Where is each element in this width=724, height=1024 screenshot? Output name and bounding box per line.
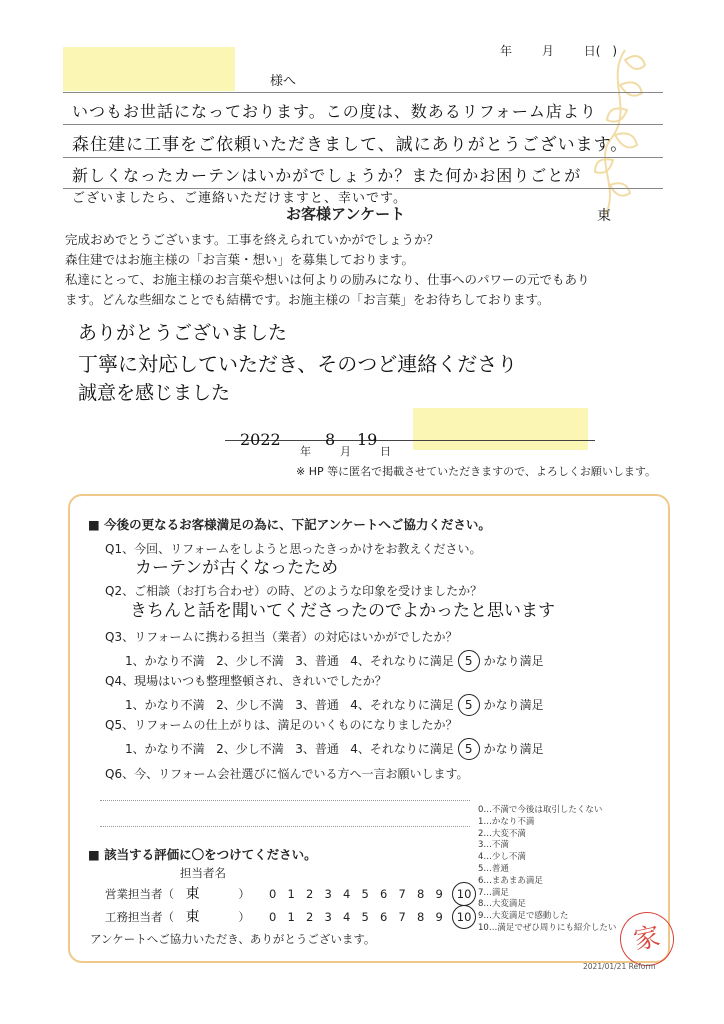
legend-item: 0…不満で今後は取引したくない xyxy=(478,805,603,815)
q3-text: Q3、リフォームに携わる担当（業者）の対応はいかがでしたか？ xyxy=(105,630,458,644)
score-7[interactable]: 7 xyxy=(398,887,406,901)
sales-score-10-selected[interactable]: 10 xyxy=(452,882,476,906)
score-1[interactable]: 1 xyxy=(287,910,295,924)
score-9[interactable]: 9 xyxy=(435,910,443,924)
rating-legend xyxy=(478,805,616,935)
message-signature: 東 xyxy=(597,208,611,224)
legend-item: 3…不満 xyxy=(478,840,509,851)
option-5-label: かなり満足 xyxy=(483,698,544,712)
score-0[interactable]: 0 xyxy=(269,910,277,924)
q6-text: Q6、今、リフォーム会社選びに悩んでいる方へ一言お願いします。 xyxy=(105,767,469,781)
score-3[interactable]: 3 xyxy=(324,910,332,924)
score-1[interactable]: 1 xyxy=(287,887,295,901)
q6-answer-line xyxy=(100,800,470,801)
score-4[interactable]: 4 xyxy=(343,910,351,924)
intro-line: 完成おめでとうございます。工事を終えられていかがでしょうか？ xyxy=(65,232,440,247)
legend-item: 8…大変満足 xyxy=(478,899,526,910)
q4-text: Q4、現場はいつも整理整頓され、きれいでしたか？ xyxy=(105,674,387,688)
month-label: 月 xyxy=(541,44,554,58)
score-0[interactable]: 0 xyxy=(269,887,277,901)
score-4[interactable]: 4 xyxy=(343,887,351,901)
q4-options xyxy=(125,694,544,716)
rating-heading: ■ 該当する評価に〇をつけてください。 xyxy=(88,847,317,862)
q1-text: Q1、今回、リフォームをしようと思ったきっかけをお教えください。 xyxy=(105,542,482,556)
day-label: 日( ) xyxy=(583,44,618,58)
q5-text: Q5、リフォームの仕上がりは、満足のいくものになりましたか？ xyxy=(105,718,458,732)
customer-comment-1: ありがとうございました xyxy=(78,322,288,344)
option-4[interactable]: 4、それなりに満足 xyxy=(350,698,454,712)
sales-staff-name: 東 xyxy=(185,886,200,902)
survey-intro xyxy=(65,230,675,310)
score-5[interactable]: 5 xyxy=(361,887,369,901)
date-month-label: 月 xyxy=(340,445,351,458)
legend-item: 9…大変満足で感動した xyxy=(478,911,569,922)
construction-staff-label: 工務担当者（ xyxy=(105,910,174,924)
legend-item: 6…まあまあ満足 xyxy=(478,875,543,886)
score-8[interactable]: 8 xyxy=(417,910,425,924)
score-9[interactable]: 9 xyxy=(435,887,443,901)
option-3[interactable]: 3、普通 xyxy=(295,742,339,756)
close-paren: ） xyxy=(238,910,250,924)
intro-line: ます。どんな些細なことでも結構です。お施主様の「お言葉」をお待ちしております。 xyxy=(65,292,550,307)
option-1[interactable]: 1、かなり不満 xyxy=(125,742,205,756)
score-3[interactable]: 3 xyxy=(324,887,332,901)
close-paren: ） xyxy=(238,887,250,901)
construction-staff-row xyxy=(105,905,476,929)
construction-staff-name: 東 xyxy=(185,909,200,925)
legend-item: 2…大変不満 xyxy=(478,828,526,839)
score-7[interactable]: 7 xyxy=(398,910,406,924)
red-stamp: 家 xyxy=(615,907,679,971)
recipient-name-redaction xyxy=(63,47,235,91)
legend-item: 5…普通 xyxy=(478,863,509,874)
date-year-label: 年 xyxy=(300,445,311,458)
option-5-selected[interactable]: 5 xyxy=(458,694,480,716)
ruled-line xyxy=(63,157,663,158)
sales-score-digits xyxy=(263,887,452,901)
legend-item: 10…満足でぜひ周りにも紹介したい xyxy=(478,922,617,933)
signature-redaction xyxy=(413,408,588,450)
option-5-selected[interactable]: 5 xyxy=(458,738,480,760)
questionnaire-heading: ■ 今後の更なるお客様満足の為に、下記アンケートへご協力ください。 xyxy=(88,517,491,532)
option-3[interactable]: 3、普通 xyxy=(295,654,339,668)
option-5-label: かなり満足 xyxy=(483,742,544,756)
q2-answer: きちんと話を聞いてくださったのでよかったと思います xyxy=(130,601,555,621)
legend-item: 7…満足 xyxy=(478,887,509,898)
ruled-line xyxy=(63,124,663,125)
option-3[interactable]: 3、普通 xyxy=(295,698,339,712)
customer-comment-2: 丁寧に対応していただき、そのつど連絡くださり xyxy=(78,352,518,376)
option-1[interactable]: 1、かなり不満 xyxy=(125,698,205,712)
year-label: 年 xyxy=(500,44,513,58)
ruled-line xyxy=(63,92,663,93)
score-6[interactable]: 6 xyxy=(380,887,388,901)
q2-text: Q2、ご相談（お打ち合わせ）の時、どのような印象を受けましたか？ xyxy=(105,584,483,598)
q6-answer-line xyxy=(100,826,470,827)
survey-title: お客様アンケート xyxy=(286,205,406,223)
thanks-text: アンケートへご協力いただき、ありがとうございます。 xyxy=(90,932,376,946)
score-8[interactable]: 8 xyxy=(417,887,425,901)
construction-score-10-selected[interactable]: 10 xyxy=(452,905,476,929)
message-line-1: いつもお世話になっております。この度は、数あるリフォーム店より xyxy=(72,102,597,121)
option-2[interactable]: 2、少し不満 xyxy=(216,742,284,756)
construction-score-digits xyxy=(263,910,452,924)
date-month: 8 xyxy=(325,430,336,449)
date-day: 19 xyxy=(357,430,378,449)
score-5[interactable]: 5 xyxy=(361,910,369,924)
customer-comment-3: 誠意を感じました xyxy=(78,382,231,404)
sales-staff-label: 営業担当者（ xyxy=(105,887,174,901)
intro-line: 森住建ではお施主様の「お言葉・想い」を募集しております。 xyxy=(65,252,415,267)
legend-item: 1…かなり不満 xyxy=(478,816,535,827)
option-2[interactable]: 2、少し不満 xyxy=(216,654,284,668)
intro-line: 私達にとって、お施主様のお言葉や想いは何よりの励みになり、仕事へのパワーの元でもあり xyxy=(65,272,590,287)
date-day-label: 日 xyxy=(380,445,391,458)
score-6[interactable]: 6 xyxy=(380,910,388,924)
sales-staff-row xyxy=(105,882,476,906)
q5-options xyxy=(125,738,544,760)
option-4[interactable]: 4、それなりに満足 xyxy=(350,654,454,668)
message-line-4: ございましたら、ご連絡いただけますと、幸いです。 xyxy=(72,191,407,206)
score-2[interactable]: 2 xyxy=(306,910,314,924)
q3-options xyxy=(125,650,544,672)
staff-name-label: 担当者名 xyxy=(180,866,226,880)
option-5-label: かなり満足 xyxy=(483,654,544,668)
option-4[interactable]: 4、それなりに満足 xyxy=(350,742,454,756)
option-5-selected[interactable]: 5 xyxy=(458,650,480,672)
recipient-suffix: 様へ xyxy=(270,74,297,89)
date-year: 2022 xyxy=(240,430,281,449)
message-line-2: 森住建に工事をご依頼いただきまして、誠にありがとうございます。 xyxy=(72,135,629,155)
anonymity-note: ※ HP 等に匿名で掲載させていただきますので、よろしくお願いします。 xyxy=(296,465,657,478)
message-line-3: 新しくなったカーテンはいかがでしょうか？また何かお困りごとが xyxy=(72,166,582,185)
option-1[interactable]: 1、かなり不満 xyxy=(125,654,205,668)
legend-item: 4…少し不満 xyxy=(478,852,526,863)
option-2[interactable]: 2、少し不満 xyxy=(216,698,284,712)
q1-answer: カーテンが古くなったため xyxy=(135,558,339,578)
form-version-code: 2021/01/21 Reform xyxy=(583,962,656,971)
score-2[interactable]: 2 xyxy=(306,887,314,901)
